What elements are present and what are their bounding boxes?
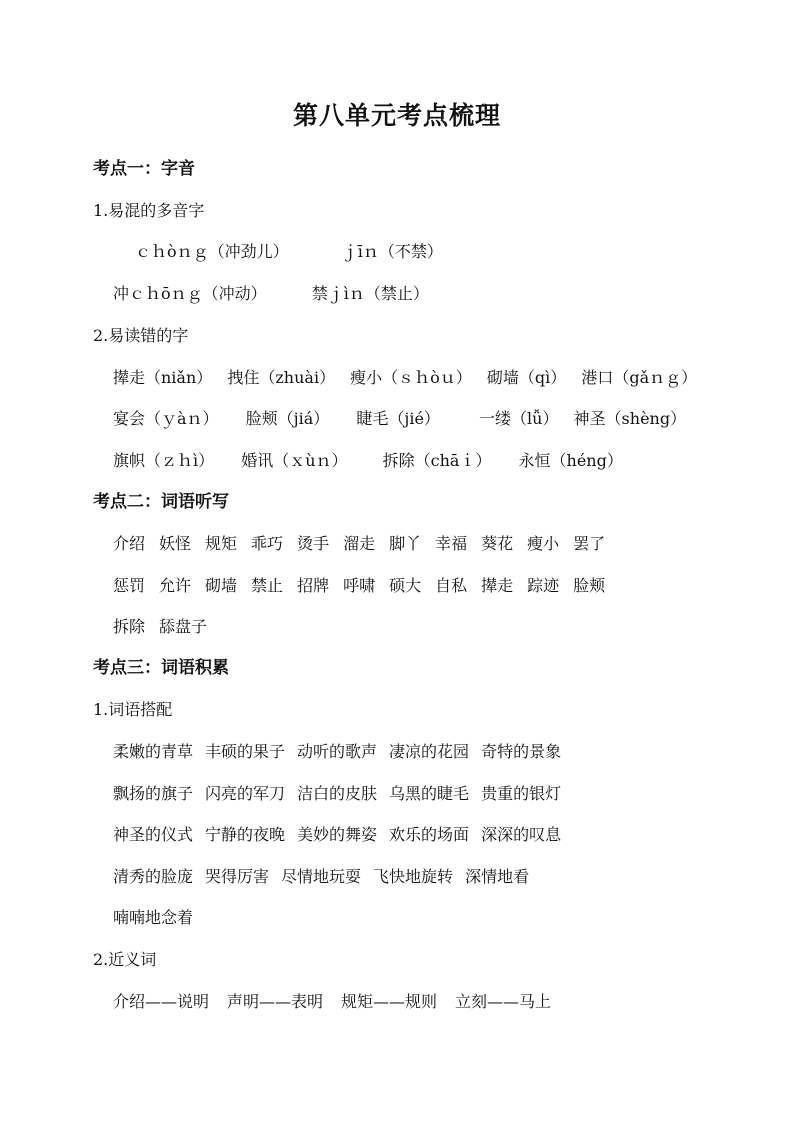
misread-item: 婚讯（ｘùｎ） — [241, 451, 348, 470]
dictation-word: 脚丫 — [389, 534, 422, 553]
dictation-word: 乖巧 — [251, 534, 284, 553]
collocation-phrase: 乌黑的睫毛 — [389, 784, 470, 803]
dictation-word: 招牌 — [297, 576, 330, 595]
dictation-word: 舔盘子 — [159, 617, 208, 636]
misread-item: 永恒（héng） — [518, 451, 623, 470]
polyphone-line-1 — [135, 240, 775, 264]
collocation-phrase: 动听的歌声 — [297, 742, 378, 761]
dictation-word: 妖怪 — [159, 534, 192, 553]
collocation-line-1 — [113, 740, 753, 764]
subheading-polyphones: 1.易混的多音字 — [93, 201, 205, 220]
polyphone-line-2 — [113, 282, 753, 306]
collocation-phrase: 飞快地旋转 — [373, 867, 454, 886]
polyphone-item: 禁ｊìｎ（禁止） — [311, 284, 429, 303]
collocation-phrase: 洁白的皮肤 — [297, 784, 378, 803]
subheading-synonyms: 2.近义词 — [93, 950, 157, 969]
polyphone-item: ｃｈòｎｇ（冲劲儿） — [135, 242, 289, 261]
misread-line-3 — [113, 449, 753, 473]
polyphone-item: 冲ｃｈōｎｇ（冲动） — [113, 284, 267, 303]
collocation-phrase: 柔嫩的青草 — [113, 742, 194, 761]
subheading-collocations: 1.词语搭配 — [93, 700, 173, 719]
dictation-word: 踪迹 — [527, 576, 560, 595]
collocation-phrase: 奇特的景象 — [481, 742, 562, 761]
synonym-pair: 立刻——马上 — [455, 992, 552, 1011]
misread-item: 拆除（chāｉ） — [382, 451, 492, 470]
collocation-line-5 — [113, 906, 753, 930]
collocation-phrase: 尽情地玩耍 — [281, 867, 362, 886]
section-heading-vocabulary: 考点三：词语积累 — [93, 658, 229, 678]
misread-item: 神圣（shèng） — [573, 409, 687, 428]
misread-item: 旗帜（ｚｈì） — [113, 451, 215, 470]
misread-item: 脸颊（jiá） — [245, 409, 330, 428]
collocation-phrase: 丰硕的果子 — [205, 742, 286, 761]
collocation-phrase: 贵重的银灯 — [481, 784, 562, 803]
collocation-line-4 — [113, 865, 753, 889]
collocation-phrase: 宁静的夜晚 — [205, 825, 286, 844]
dictation-word: 撵走 — [481, 576, 514, 595]
collocation-line-2 — [113, 782, 753, 806]
synonym-pair: 介绍——说明 — [113, 992, 210, 1011]
misread-item: 宴会（ｙàｎ） — [113, 409, 219, 428]
misread-item: 撵走（niǎn） — [113, 368, 213, 387]
section-heading-pronunciation: 考点一：字音 — [93, 159, 195, 179]
collocation-phrase: 清秀的脸庞 — [113, 867, 194, 886]
dictation-word: 葵花 — [481, 534, 514, 553]
misread-item: 一缕（lǚ） — [479, 409, 559, 428]
dictation-word: 拆除 — [113, 617, 146, 636]
misread-line-1 — [113, 366, 753, 390]
page-title: 第八单元考点梳理 — [292, 101, 501, 130]
collocation-phrase: 喃喃地念着 — [113, 908, 194, 927]
collocation-phrase: 飘扬的旗子 — [113, 784, 194, 803]
dictation-line-1 — [113, 532, 753, 556]
collocation-line-3 — [113, 823, 753, 847]
dictation-word: 罢了 — [573, 534, 606, 553]
misread-item: 港口（gǎｎｇ） — [581, 368, 698, 387]
misread-item: 瘦小（ｓｈòｕ） — [350, 368, 472, 387]
dictation-line-3 — [113, 615, 753, 639]
collocation-phrase: 凄凉的花园 — [389, 742, 470, 761]
dictation-word: 溜走 — [343, 534, 376, 553]
section-heading-dictation: 考点二：词语听写 — [93, 492, 229, 512]
subheading-misread: 2.易读错的字 — [93, 326, 189, 345]
synonym-pair: 声明——表明 — [227, 992, 324, 1011]
dictation-word: 脸颊 — [573, 576, 606, 595]
dictation-word: 允许 — [159, 576, 192, 595]
dictation-word: 呼啸 — [343, 576, 376, 595]
collocation-phrase: 美妙的舞姿 — [297, 825, 378, 844]
polyphone-item: ｊīｎ（不禁） — [341, 242, 443, 261]
dictation-word: 惩罚 — [113, 576, 146, 595]
dictation-line-2 — [113, 574, 753, 598]
dictation-word: 规矩 — [205, 534, 238, 553]
dictation-word: 硕大 — [389, 576, 422, 595]
dictation-word: 幸福 — [435, 534, 468, 553]
collocation-phrase: 深情地看 — [465, 867, 530, 886]
dictation-word: 砌墙 — [205, 576, 238, 595]
dictation-word: 介绍 — [113, 534, 146, 553]
dictation-word: 自私 — [435, 576, 468, 595]
collocation-phrase: 深深的叹息 — [481, 825, 562, 844]
misread-item: 砌墙（qì） — [486, 368, 567, 387]
dictation-word: 瘦小 — [527, 534, 560, 553]
misread-item: 睫毛（jié） — [356, 409, 440, 428]
collocation-phrase: 神圣的仪式 — [113, 825, 194, 844]
dictation-word: 烫手 — [297, 534, 330, 553]
collocation-phrase: 哭得厉害 — [205, 867, 270, 886]
collocation-phrase: 欢乐的场面 — [389, 825, 470, 844]
dictation-word: 禁止 — [251, 576, 284, 595]
synonym-pair: 规矩——规则 — [341, 992, 438, 1011]
misread-item: 拽住（zhuài） — [227, 368, 336, 387]
collocation-phrase: 闪亮的军刀 — [205, 784, 286, 803]
misread-line-2 — [113, 407, 753, 431]
synonym-line — [113, 990, 753, 1014]
